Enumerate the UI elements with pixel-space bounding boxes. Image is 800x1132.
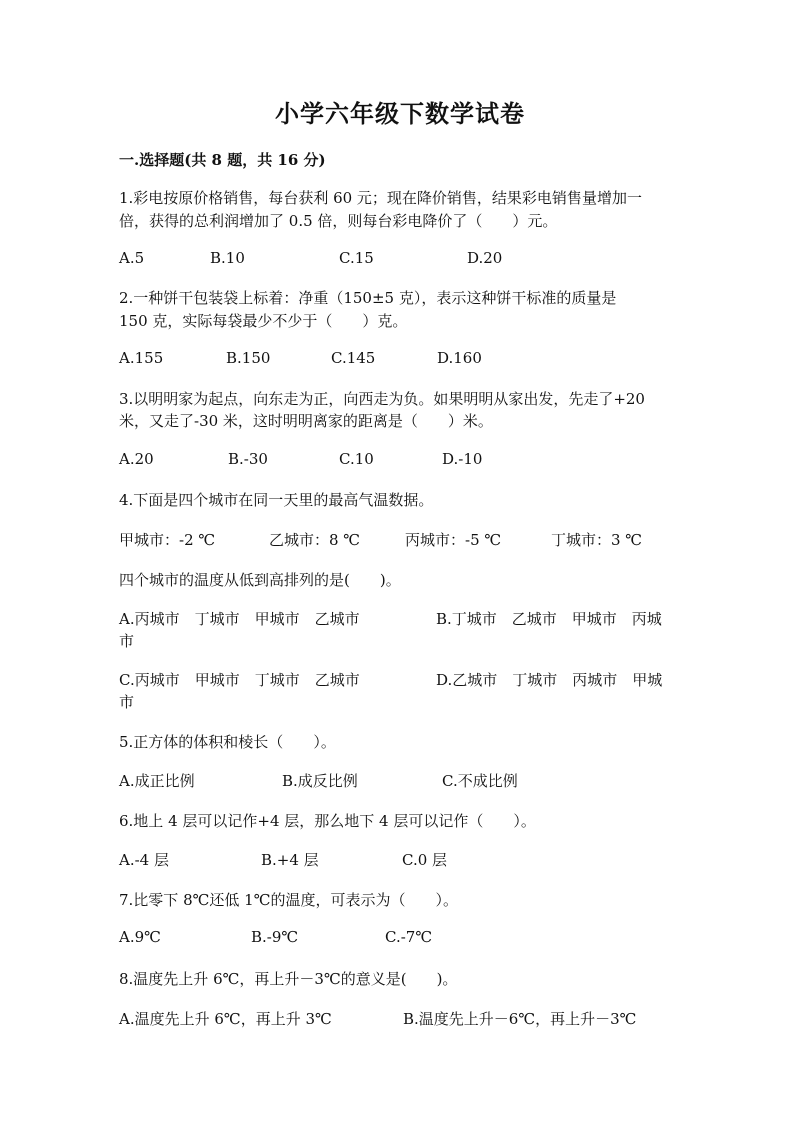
q2-stem-line2: 150 克，实际每袋最少不少于（ ）克。 <box>119 312 408 330</box>
q2-option-a: A.155 <box>119 349 164 367</box>
q4-option-d-line1: D.乙城市 丁城市 丙城市 甲城 <box>436 671 663 689</box>
q6-option-b: B.+4 层 <box>261 851 319 869</box>
q1-option-a: A.5 <box>119 249 145 267</box>
q6-option-a: A.-4 层 <box>119 851 169 869</box>
q5-option-b: B.成反比例 <box>282 772 358 790</box>
q3-stem-line1: 3.以明明家为起点，向东走为正，向西走为负。如果明明从家出发，先走了+20 <box>119 390 645 408</box>
q2-option-c: C.145 <box>331 349 376 367</box>
q4-city-yi: 乙城市：8 ℃ <box>269 531 361 549</box>
q5-option-c: C.不成比例 <box>442 772 518 790</box>
q1-option-b: B.10 <box>210 249 245 267</box>
q8-option-a: A.温度先上升 6℃，再上升 3℃ <box>119 1010 332 1028</box>
q1-stem-line1: 1.彩电按原价格销售，每台获利 60 元；现在降价销售，结果彩电销售量增加一 <box>119 189 642 207</box>
q6-stem: 6.地上 4 层可以记作+4 层，那么地下 4 层可以记作（ ）。 <box>119 812 536 830</box>
q4-option-a: A.丙城市 丁城市 甲城市 乙城市 <box>119 610 360 628</box>
q3-option-b: B.-30 <box>228 450 268 468</box>
section-heading: 一.选择题(共 8 题，共 16 分) <box>119 151 326 169</box>
q4-option-b-line1: B.丁城市 乙城市 甲城市 丙城 <box>436 610 662 628</box>
q4-city-ding: 丁城市：3 ℃ <box>551 531 643 549</box>
q5-option-a: A.成正比例 <box>119 772 195 790</box>
q2-option-b: B.150 <box>226 349 271 367</box>
q3-option-a: A.20 <box>119 450 154 468</box>
page-title: 小学六年级下数学试卷 <box>275 99 525 128</box>
q7-option-b: B.-9℃ <box>251 928 299 946</box>
q4-option-d-line2: 市 <box>119 693 135 711</box>
q8-option-b: B.温度先上升－6℃，再上升－3℃ <box>403 1010 637 1028</box>
q4-city-bing: 丙城市：-5 ℃ <box>405 531 502 549</box>
q2-stem-line1: 2.一种饼干包装袋上标着：净重（150±5 克），表示这种饼干标准的质量是 <box>119 289 617 307</box>
q2-option-d: D.160 <box>437 349 482 367</box>
q3-option-d: D.-10 <box>442 450 483 468</box>
q3-option-c: C.10 <box>339 450 374 468</box>
q3-stem-line2: 米，又走了-30 米，这时明明离家的距离是（ ）米。 <box>119 412 493 430</box>
q7-option-c: C.-7℃ <box>385 928 433 946</box>
q8-stem: 8.温度先上升 6℃，再上升－3℃的意义是( )。 <box>119 970 458 988</box>
q1-option-d: D.20 <box>467 249 503 267</box>
q4-option-b-line2: 市 <box>119 632 135 650</box>
q4-city-jia: 甲城市：-2 ℃ <box>119 531 216 549</box>
q1-stem-line2: 倍，获得的总利润增加了 0.5 倍，则每台彩电降价了（ ）元。 <box>119 212 558 230</box>
q5-stem: 5.正方体的体积和棱长（ ）。 <box>119 733 336 751</box>
q4-option-c: C.丙城市 甲城市 丁城市 乙城市 <box>119 671 360 689</box>
q1-option-c: C.15 <box>339 249 374 267</box>
q7-option-a: A.9℃ <box>119 928 161 946</box>
q7-stem: 7.比零下 8℃还低 1℃的温度，可表示为（ ）。 <box>119 891 458 909</box>
q6-option-c: C.0 层 <box>402 851 448 869</box>
q4-question: 四个城市的温度从低到高排列的是( )。 <box>119 571 401 589</box>
q4-stem: 4.下面是四个城市在同一天里的最高气温数据。 <box>119 491 434 509</box>
